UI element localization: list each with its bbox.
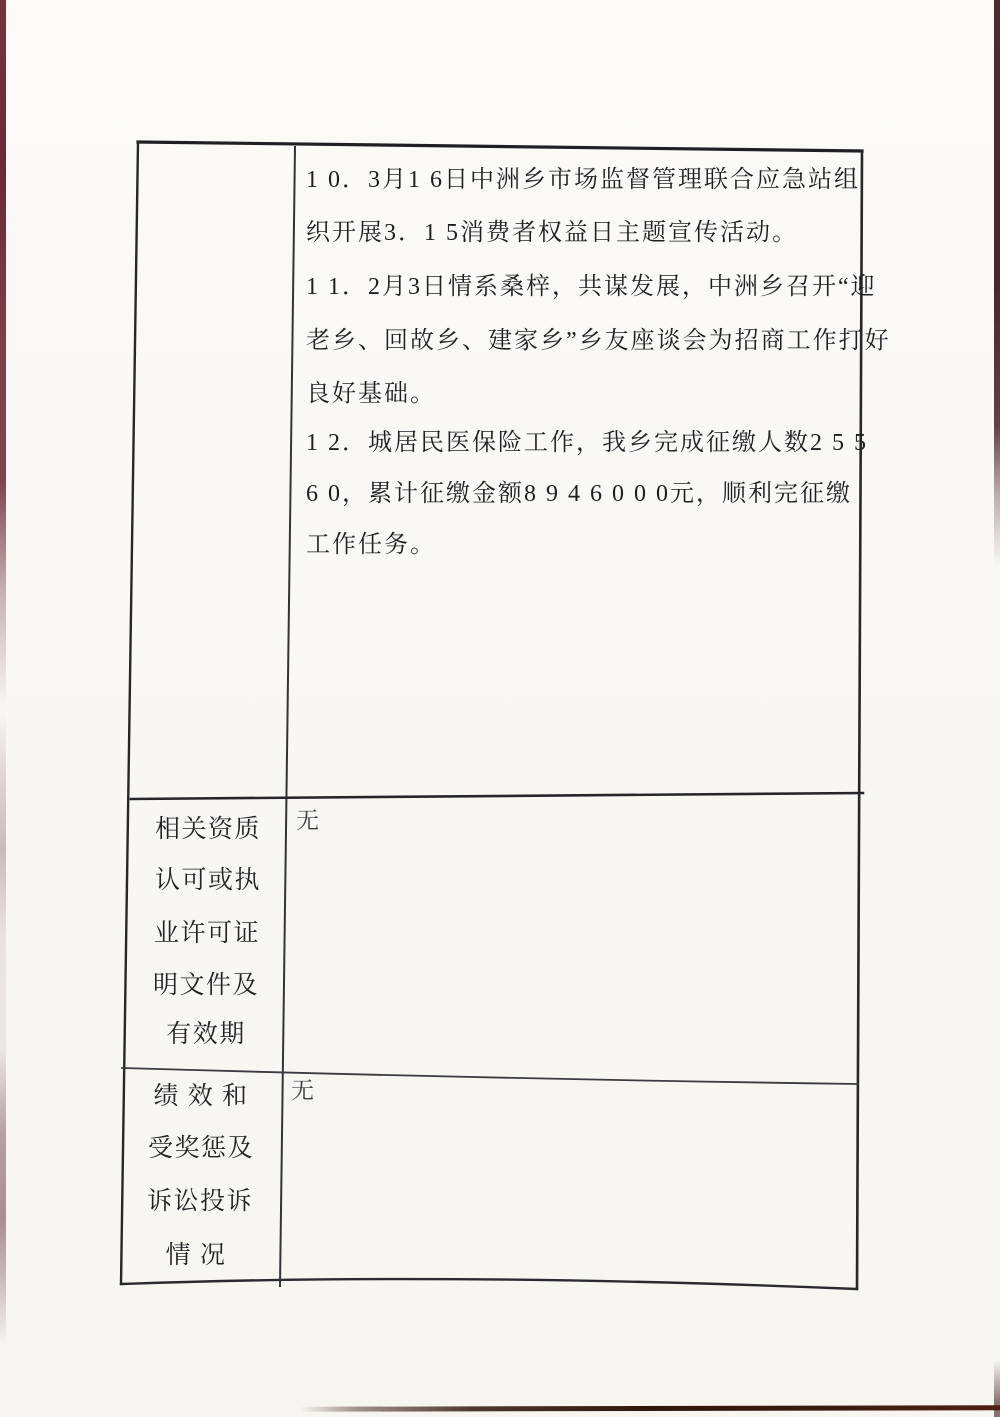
qualification-row-value: 无 xyxy=(296,808,320,833)
work-item-line: 1 2．城居民医保险工作，我乡完成征缴人数2 5 5 xyxy=(306,430,868,456)
work-item-line: 6 0，累计征缴金额8 9 4 6 0 0 0元，顺利完征缴 xyxy=(306,481,852,507)
work-item-line: 工作任务。 xyxy=(306,532,436,558)
table-border-right xyxy=(857,151,862,1289)
performance-row-value: 无 xyxy=(291,1078,315,1103)
work-item-line: 1 0．3月1 6日中洲乡市场监督管理联合应急站组 xyxy=(306,167,860,193)
performance-row-label: 情 况 xyxy=(165,1242,227,1269)
work-item-line: 良好基础。 xyxy=(306,381,436,407)
table-border-left xyxy=(121,142,138,1284)
qualification-row-label: 相关资质 xyxy=(154,816,261,843)
qualification-row-label: 有效期 xyxy=(166,1021,246,1048)
table-divider-row2-top xyxy=(131,793,863,799)
qualification-row-label: 认可或执 xyxy=(154,867,261,894)
work-item-line: 1 1．2月3日情系桑梓，共谋发展，中洲乡召开“迎 xyxy=(306,274,877,300)
performance-row-label: 诉讼投诉 xyxy=(146,1188,253,1215)
qualification-row-label: 明文件及 xyxy=(152,972,259,999)
table-border-top xyxy=(138,142,862,151)
performance-row-label: 受奖惩及 xyxy=(147,1135,254,1162)
work-item-line: 老乡、回故乡、建家乡”乡友座谈会为招商工作打好 xyxy=(306,328,891,354)
qualification-row-label: 业许可证 xyxy=(153,920,260,947)
performance-row-label: 绩 效 和 xyxy=(153,1083,249,1110)
table-divider-vertical xyxy=(280,147,295,1286)
table-border-bottom xyxy=(121,1279,857,1289)
work-item-line: 织开展3．1 5消费者权益日主题宣传活动。 xyxy=(306,220,798,246)
